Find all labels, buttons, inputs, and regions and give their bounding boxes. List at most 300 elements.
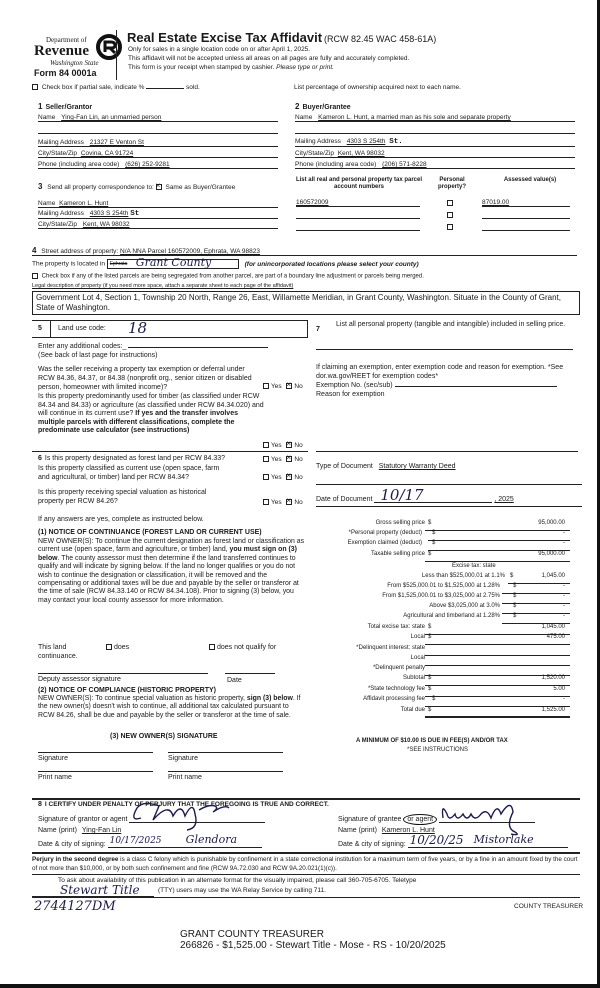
seller-phone-row [38, 161, 278, 169]
seller-phone-field[interactable]: (626) 252-9281 [125, 161, 170, 168]
grantor-signature-scribble-icon [129, 798, 239, 832]
grantee-signature-row [338, 814, 535, 823]
land-does-not-option [209, 644, 276, 651]
grantor-signature-row [38, 814, 265, 823]
bracket-row [310, 573, 585, 583]
located-struck-value: Ephrata [109, 261, 128, 267]
notice-3-italic: Please type or print. [276, 64, 334, 71]
exemption-reason-label: Reason for exemption [316, 391, 385, 398]
seller-address-field[interactable]: 21327 E Venton St [89, 139, 144, 146]
doc-type-row [316, 463, 456, 470]
seller-name-label: Name [38, 114, 56, 121]
parcel-row [294, 210, 574, 220]
owner-print-1-label: Print name [38, 774, 72, 781]
land-does-checkbox[interactable] [106, 644, 112, 650]
buyer-phone-field[interactable]: (206) 571-8228 [382, 161, 427, 168]
personal-property-checkbox[interactable] [447, 224, 453, 230]
corr-name-row [38, 200, 278, 208]
grantor-name-label: Name (print) [38, 827, 77, 834]
buyer-city-row [295, 150, 575, 158]
land-use-box [32, 320, 308, 338]
exemption-yes-no [263, 383, 303, 390]
certify-text: I CERTIFY UNDER PENALTY OF PERJURY THAT THE FOREGOING IS TRUE AND CORRECT. [44, 801, 329, 808]
bracket-row [310, 603, 585, 613]
forest-yes-no [263, 456, 303, 463]
bracket-label: Less than $525,000.01 at 1.1% [421, 573, 505, 579]
header-divider [116, 30, 117, 80]
bracket-value[interactable]: - [563, 583, 565, 589]
timber-no-checkbox[interactable] [286, 442, 292, 448]
dollar-sign: $ [428, 707, 432, 713]
timber-question-text: Is this property predominantly used for timber (as classified under RCW 84.34 and 84.33) or agriculture (as classified under RCW 84.34.020) and will continue in its current use? [38, 393, 264, 418]
grantor-name-field[interactable]: Ying-Fan Lin [81, 827, 122, 834]
dollar-sign: $ [513, 593, 517, 599]
grantee-date-field[interactable] [408, 833, 568, 848]
corr-address-field[interactable]: 4303 S 254th [89, 210, 129, 217]
parcels-col-header: List all real and personal property tax parcel account numbers [295, 177, 423, 190]
grantee-name-field[interactable]: Kameron L. Hunt [381, 827, 435, 834]
timber-yes-label: Yes [271, 442, 282, 449]
dollar-sign: $ [428, 551, 432, 557]
bracket-value[interactable]: 1,045.00 [541, 573, 565, 579]
historic-yes-checkbox[interactable] [263, 499, 269, 505]
current-use-yes-label: Yes [271, 474, 282, 481]
personal-property-checkbox[interactable] [447, 212, 453, 218]
segregated-checkbox[interactable] [32, 273, 38, 279]
perjury-text: is a class C felony which is punishable by confinement in a state correctional institution for a maximum term of five years, or by a fine in an amount fixed by the court of not more than $10,000, or by both such confinement and fine (RCW 9A.72.030 and RCW 9A.20.021(1)(c)). [32, 856, 578, 872]
buyer-city-label: City/State/Zip [295, 150, 335, 157]
grantee-date-label: Date & city of signing: [338, 841, 406, 848]
alt-format-line-2: (TTY) users may use the WA Relay Service by calling 711. [158, 887, 326, 894]
seller-address-label: Mailing Address [38, 139, 84, 146]
exemption-no-row [316, 382, 576, 389]
owner-print-1-field[interactable] [38, 771, 153, 772]
land-does-option [106, 644, 129, 651]
doc-date-handwritten: 10/17 [380, 486, 424, 504]
dollar-sign: $ [428, 686, 432, 692]
exemption-no-label: No [294, 383, 303, 390]
seller-name-field[interactable]: Ying-Fan Lin, an unmarried person [61, 114, 162, 121]
notice-continuance-bold: you must sign on (3) below [38, 546, 297, 562]
segregated-row [32, 273, 424, 280]
bracket-value[interactable]: - [563, 613, 565, 619]
total-row [310, 645, 585, 655]
street-address-label: Street address of property: [41, 248, 119, 255]
buyer-phone-row [295, 161, 575, 169]
owner-print-2-label: Print name [168, 774, 202, 781]
form-title-ref: (RCW 82.45 WAC 458-61A) [324, 34, 437, 44]
property-number: 4 [32, 246, 37, 255]
treasurer-stamp-receipt: 266826 - $1,525.00 - Stewart Title - Mose - RS - 10/20/2025 [180, 940, 446, 951]
section6-number: 6 [38, 455, 42, 462]
corr-city-label: City/State/Zip [38, 221, 78, 228]
tax-row [310, 540, 585, 550]
corr-city-field[interactable]: Kent, WA 98032 [82, 221, 130, 228]
seller-name-line-2 [38, 133, 278, 134]
tax-label: *Personal property (deduct) [348, 530, 422, 536]
agency-state: Washington State [50, 59, 99, 67]
doc-type-field[interactable]: Statutory Warranty Deed [378, 463, 456, 470]
exemption-no-checkbox[interactable] [286, 383, 292, 389]
bracket-label: From $1,525,000.01 to $3,025,000 at 2.75% [382, 593, 500, 599]
land-use-divider [50, 321, 51, 338]
grantor-signature-label: Signature of grantor or agent [38, 816, 128, 823]
corr-city-row [38, 221, 278, 229]
notice-continuance-text-b: . The county assessor must then determine if the land transferred continues to qualify and will indicate by signing below. If the land no longer qualifies or you do not wish to continue the designation or classification, it will be removed and the compensating or additional taxes will be due and payable by the seller or transferor at the time of sale (RCW 84.33.140 or RCW 84.34.108). Prior to signing (3) below, you may contact your local county assessor for more information. [38, 554, 299, 604]
buyer-address-label: Mailing Address [295, 138, 341, 145]
see-instructions-note: *SEE INSTRUCTIONS [407, 747, 469, 753]
buyer-number: 2 [295, 102, 300, 111]
seller-heading [38, 102, 92, 111]
land-use-field[interactable]: 18 [128, 319, 148, 337]
perjury-notice [32, 856, 582, 873]
located-handwritten-value: Grant County [135, 256, 212, 269]
grantee-or-agent-circled: or agent [403, 814, 437, 825]
total-label: Subtotal [402, 675, 425, 681]
historic-yes-no [263, 499, 303, 506]
same-as-buyer-label: Same as Buyer/Grantee [165, 184, 236, 191]
deputy-date-label: Date [227, 677, 242, 684]
buyer-phone-label: Phone (including area code) [295, 161, 377, 168]
grantor-date-label: Date & city of signing: [38, 841, 106, 848]
total-value[interactable]: 1,045.00 [541, 624, 565, 630]
grantee-date-handwritten: 10/20/25 [409, 833, 464, 847]
grantor-city-handwritten: Glendora [185, 833, 238, 846]
deputy-date-field[interactable] [225, 673, 275, 674]
total-row [310, 624, 585, 634]
form-number: Form 84 0001a [34, 68, 97, 78]
dollar-sign: $ [432, 530, 436, 536]
correspondence-heading [38, 182, 235, 191]
exemption-yes-checkbox[interactable] [263, 383, 269, 389]
corr-name-label: Name [38, 200, 56, 207]
total-row [310, 665, 585, 675]
forest-yes-label: Yes [271, 456, 282, 463]
ownership-note: List percentage of ownership acquired next to each name. [294, 84, 461, 91]
total-label: Local [410, 655, 425, 661]
corr-address-label: Mailing Address [38, 210, 84, 217]
agency-top: Department of [46, 36, 87, 44]
bracket-value[interactable]: - [563, 603, 565, 609]
notice-compliance-body [38, 695, 306, 720]
partial-sale-row [32, 84, 200, 91]
tax-value[interactable]: - [563, 540, 565, 546]
exemption-reason-field[interactable] [316, 451, 578, 452]
perjury-bold: Perjury in the second degree [32, 856, 119, 863]
same-as-buyer-checkbox[interactable] [156, 184, 162, 190]
perjury-bottom-line [32, 874, 580, 875]
located-in-label: The property is located in [32, 260, 105, 268]
legal-description-box[interactable] [32, 291, 580, 315]
total-row [310, 675, 585, 685]
dollar-sign: $ [432, 540, 436, 546]
forest-no-label: No [294, 456, 303, 463]
form-title-block [127, 30, 436, 45]
forest-question [38, 455, 263, 462]
notice-continuance-body [38, 538, 306, 605]
partial-sale-sold: sold. [186, 84, 200, 91]
grantor-date-row [38, 833, 262, 848]
footer-rule [32, 897, 580, 898]
dollar-sign: $ [510, 573, 514, 579]
total-label: *Delinquent penalty [372, 665, 425, 671]
forest-no-checkbox[interactable] [286, 456, 292, 462]
bracket-label: Above $3,025,000 at 3.0% [429, 603, 500, 609]
total-row [310, 655, 585, 665]
additional-codes-note: (See back of last page for instructions) [38, 352, 158, 359]
timber-yes-checkbox[interactable] [263, 442, 269, 448]
seller-phone-label: Phone (including area code) [38, 161, 120, 168]
seller-name-row [38, 114, 278, 122]
grantee-name-label: Name (print) [338, 827, 377, 834]
doc-date-year: , 2025 [494, 496, 514, 503]
dollar-sign: $ [428, 675, 432, 681]
continuance-label: continuance. [38, 653, 78, 660]
total-value[interactable]: 475.00 [546, 634, 565, 640]
bracket-row [310, 583, 585, 593]
seller-address-row [38, 139, 278, 147]
buyer-name-field[interactable]: Kameron L. Hunt, a married man as his sole and separate property [318, 114, 511, 121]
total-value[interactable]: 1,520.00 [541, 675, 565, 681]
buyer-heading-text: Buyer/Grantee [302, 104, 351, 111]
owner-signature-1-label: Signature [38, 755, 68, 762]
section8-bottom-line [32, 852, 580, 854]
total-label: Affidavit processing fee [363, 696, 425, 702]
timber-yes-no [263, 442, 303, 449]
buyer-address-field[interactable]: 4303 S 254th [346, 138, 386, 145]
historic-no-checkbox[interactable] [286, 499, 292, 505]
personal-property-label: List all personal property (tangible and intangible) included in selling price. [336, 321, 566, 328]
deputy-signature-label: Deputy assessor signature [38, 676, 121, 683]
exemption-question: Was the seller receiving a property tax exemption or deferral under RCW 84.36, 84.37, or 84.38 (nonprofit org., senior citizen or disabled person, homeowner with limited income)? [38, 366, 252, 391]
buyer-city-field[interactable]: Kent, WA 98032 [337, 150, 385, 157]
assessed-value-field[interactable]: 87019.00 [482, 199, 570, 207]
section7-box-edge [300, 320, 308, 338]
total-row [310, 696, 585, 706]
notice-2: This affidavit will not be accepted unless all areas on all pages are fully and accurately completed. [128, 55, 410, 62]
forest-question-text: Is this property designated as forest land per RCW 84.33? [44, 455, 226, 462]
buyer-address-row [295, 138, 575, 147]
file-number-handwritten: 2744127DM [34, 899, 116, 914]
current-use-no-label: No [294, 474, 303, 481]
parcel-row [294, 198, 574, 208]
land-use-label: Land use code: [58, 325, 106, 332]
timber-question [38, 393, 266, 436]
located-in-field[interactable] [107, 256, 239, 269]
buyer-name-label: Name [295, 114, 313, 121]
personal-property-checkbox[interactable] [447, 200, 453, 206]
deputy-signature-field[interactable] [38, 673, 208, 674]
doc-date-line [316, 506, 582, 507]
street-address-row [32, 246, 577, 256]
doc-date-field[interactable] [374, 486, 492, 504]
section5-bottom-line [32, 451, 308, 452]
total-label: *State technology fee [367, 686, 425, 692]
grantee-date-row [338, 833, 568, 848]
land-does-not-checkbox[interactable] [209, 644, 215, 650]
located-in-row [32, 256, 419, 269]
partial-sale-label: Check box if partial sale, indicate % [41, 84, 145, 91]
county-treasurer-label: COUNTY TREASURER [514, 903, 584, 910]
stewart-title-handwritten: Stewart Title [60, 883, 140, 897]
tax-row [310, 530, 585, 540]
new-owner-signature-title: (3) NEW OWNER(S) SIGNATURE [110, 733, 218, 740]
additional-codes-field[interactable] [128, 347, 268, 348]
alt-format-line-1: To ask about availability of this publication in an alternate format for the visually impaired, please call 360-705-6705. Teletype [58, 877, 417, 884]
corr-address-row [38, 210, 278, 219]
notice-3 [128, 64, 334, 71]
grantor-name-row [38, 827, 121, 834]
total-label: Total due [400, 707, 425, 713]
correspondence-number: 3 [38, 182, 43, 191]
grantor-date-field[interactable] [108, 833, 262, 848]
bracket-label: Agricultural and timberland at 1.28% [403, 613, 500, 619]
treasurer-stamp-title: GRANT COUNTY TREASURER [180, 929, 324, 940]
exemption-no-field[interactable] [395, 386, 557, 387]
forest-yes-checkbox[interactable] [263, 456, 269, 462]
segregated-label: Check box if any of the listed parcels are being segregated from another parcel, are part of a boundary line adjustment or parcels being merged. [41, 273, 424, 280]
tax-label: Gross selling price [375, 520, 425, 526]
land-does-not-label: does not qualify for [217, 644, 277, 651]
partial-sale-percent-field[interactable] [146, 88, 184, 89]
grantee-city-handwritten: Mistorlake [473, 833, 534, 846]
tax-field-line [425, 716, 570, 718]
total-value[interactable]: 1,525.00 [541, 707, 565, 713]
personal-property-field[interactable] [316, 349, 573, 350]
exemption-claim-text: If claiming an exemption, enter exemption code and reason for exemption. *See dor.wa.gov/REET for exemption codes* [316, 364, 564, 380]
seller-number: 1 [38, 102, 43, 111]
tax-value[interactable]: - [563, 530, 565, 536]
doc-type-label: Type of Document [316, 463, 373, 470]
section5-number: 5 [38, 325, 42, 332]
total-row [310, 707, 585, 717]
buyer-name-line-2 [295, 133, 575, 134]
personal-property-col-header: Personal property? [437, 177, 466, 190]
parcel-number-field[interactable]: 160572009 [296, 199, 420, 207]
dollar-sign: $ [513, 613, 517, 619]
owner-signature-1-field[interactable] [38, 752, 153, 753]
buyer-heading [295, 102, 351, 111]
tax-row [310, 551, 585, 561]
buyer-name-row [295, 114, 575, 122]
seller-city-label: City/State/Zip [38, 150, 78, 157]
bracket-value[interactable]: - [563, 593, 565, 599]
corr-address-suffix: St [130, 210, 140, 218]
historic-question: Is this property receiving special valuation as historical property per RCW 84.26? [38, 489, 207, 505]
total-label: Total excise tax: state [367, 624, 425, 630]
land-does-label: does [114, 644, 130, 651]
total-value[interactable]: 5.00 [553, 686, 565, 692]
tax-value[interactable]: 95,000.00 [538, 520, 565, 526]
notice-compliance-title: (2) NOTICE OF COMPLIANCE (HISTORIC PROPERTY) [38, 687, 216, 694]
total-row [310, 634, 585, 644]
partial-sale-checkbox[interactable] [32, 84, 38, 90]
form-title: Real Estate Excise Tax Affidavit [127, 30, 323, 45]
dollar-sign: $ [428, 520, 432, 526]
notice-1: Only for sales in a single location code on or after April 1, 2025. [128, 46, 311, 53]
seller-city-row [38, 150, 278, 158]
tax-value[interactable]: 95,000.00 [538, 551, 565, 557]
corr-name-field[interactable]: Kameron L. Hunt [59, 200, 109, 207]
dor-r-swoosh-icon [96, 34, 122, 60]
total-value[interactable]: - [563, 696, 565, 702]
tax-label: Taxable selling price [370, 551, 425, 557]
notice-compliance-bold: sign (3) below [246, 695, 293, 702]
tax-label: Exemption claimed (deduct) [347, 540, 422, 546]
current-use-yes-checkbox[interactable] [263, 474, 269, 480]
grantee-signature-label: Signature of grantee [338, 816, 402, 823]
excise-tax-heading: Excise tax: state [452, 563, 496, 569]
seller-heading-text: Seller/Grantor [45, 104, 93, 111]
total-label: *Delinquent interest: state [356, 645, 425, 651]
owner-signature-2-field[interactable] [168, 752, 283, 753]
section8-number: 8 [38, 801, 42, 808]
correspondence-label: Send all property correspondence to: [47, 184, 154, 191]
dollar-sign: $ [428, 634, 432, 640]
exemption-yes-label: Yes [271, 383, 282, 390]
additional-codes-label: Enter any additional codes:_ [38, 343, 127, 350]
dollar-sign: $ [513, 583, 517, 589]
exemption-no-label: Exemption No. (sec/sub) [316, 382, 393, 389]
owner-signature-2-label: Signature [168, 755, 198, 762]
doc-date-label: Date of Document [316, 496, 373, 503]
street-address-field[interactable]: N/A NNA Parcel 160572009, Ephrata, WA 98823 [120, 248, 261, 255]
grantee-signature-field[interactable] [439, 814, 535, 823]
this-land-label: This land [38, 644, 67, 651]
located-in-note: (for unincorporated locations please select your county) [244, 260, 419, 268]
tax-field-line [425, 561, 570, 562]
dollar-sign: $ [513, 603, 517, 609]
total-label: Local [410, 634, 425, 640]
current-use-question: Is this property classified as current use (open space, farm and agricultural, or timber) land per RCW 84.34? [38, 465, 220, 481]
parcel-number-field[interactable] [296, 223, 420, 231]
timber-question-bold: If yes and the transfer involves multiple parcels with different classifications, complete the predominate use calculator (see instructions) [38, 410, 238, 435]
parcel-number-field[interactable] [296, 211, 420, 219]
legal-description-label: Legal description of property (if you need more space, attach a separate sheet to each page of the affidavit) [32, 283, 294, 289]
current-use-yes-no [263, 474, 303, 481]
grantor-date-handwritten: 10/17/2025 [109, 836, 162, 846]
doc-type-line [316, 484, 582, 485]
historic-yes-label: Yes [271, 499, 282, 506]
historic-no-label: No [294, 499, 303, 506]
agency-name: Revenue [34, 43, 89, 59]
page-bottom-edge [0, 984, 600, 988]
timber-no-label: No [294, 442, 303, 449]
total-row [310, 686, 585, 696]
buyer-address-suffix: St. [389, 138, 403, 146]
bracket-row [310, 593, 585, 603]
bracket-label: From $525,000.01 to $1,525,000 at 1.28% [387, 583, 500, 589]
notice-compliance-text-b: . If the new owner(s) doesn't wish to continue, all additional tax calculated pursuant to RCW 84.26, shall be due and payable by the seller or transferor at the time of sale. [38, 695, 301, 719]
section7-number: 7 [316, 326, 320, 333]
notice-continuance-text-a: NEW OWNER(S): To continue the current designation as forest land or classification as current use (open space, farm and agriculture, or timber) land, [38, 538, 305, 554]
grantor-signature-field[interactable] [129, 814, 265, 823]
notice-compliance-text-a: NEW OWNER(S): To continue special valuation as historic property, [38, 695, 245, 702]
minimum-due-note: A MINIMUM OF $10.00 IS DUE IN FEE(S) AND/OR TAX [356, 738, 508, 744]
if-yes-instruction: If any answers are yes, complete as instructed below. [38, 516, 204, 523]
seller-city-field[interactable]: Covina, CA 91724 [80, 150, 134, 157]
assessed-value-field[interactable] [482, 211, 570, 219]
legal-description-text: Government Lot 4, Section 1, Township 20 North, Range 26, East, Willamette Meridian, in Grant County, Washington. Situate in the County of Grant, State of Washington. [36, 293, 562, 312]
owner-print-2-field[interactable] [168, 771, 283, 772]
additional-codes-row [38, 343, 268, 350]
notice-continuance-title: (1) NOTICE OF CONTINUANCE (FOREST LAND OR CURRENT USE) [38, 529, 262, 536]
notice-3-text: This form is your receipt when stamped by cashier. [128, 64, 275, 71]
current-use-no-checkbox[interactable] [286, 474, 292, 480]
dollar-sign: $ [428, 624, 432, 630]
assessed-value-field[interactable] [482, 223, 570, 231]
bracket-row [310, 613, 585, 623]
